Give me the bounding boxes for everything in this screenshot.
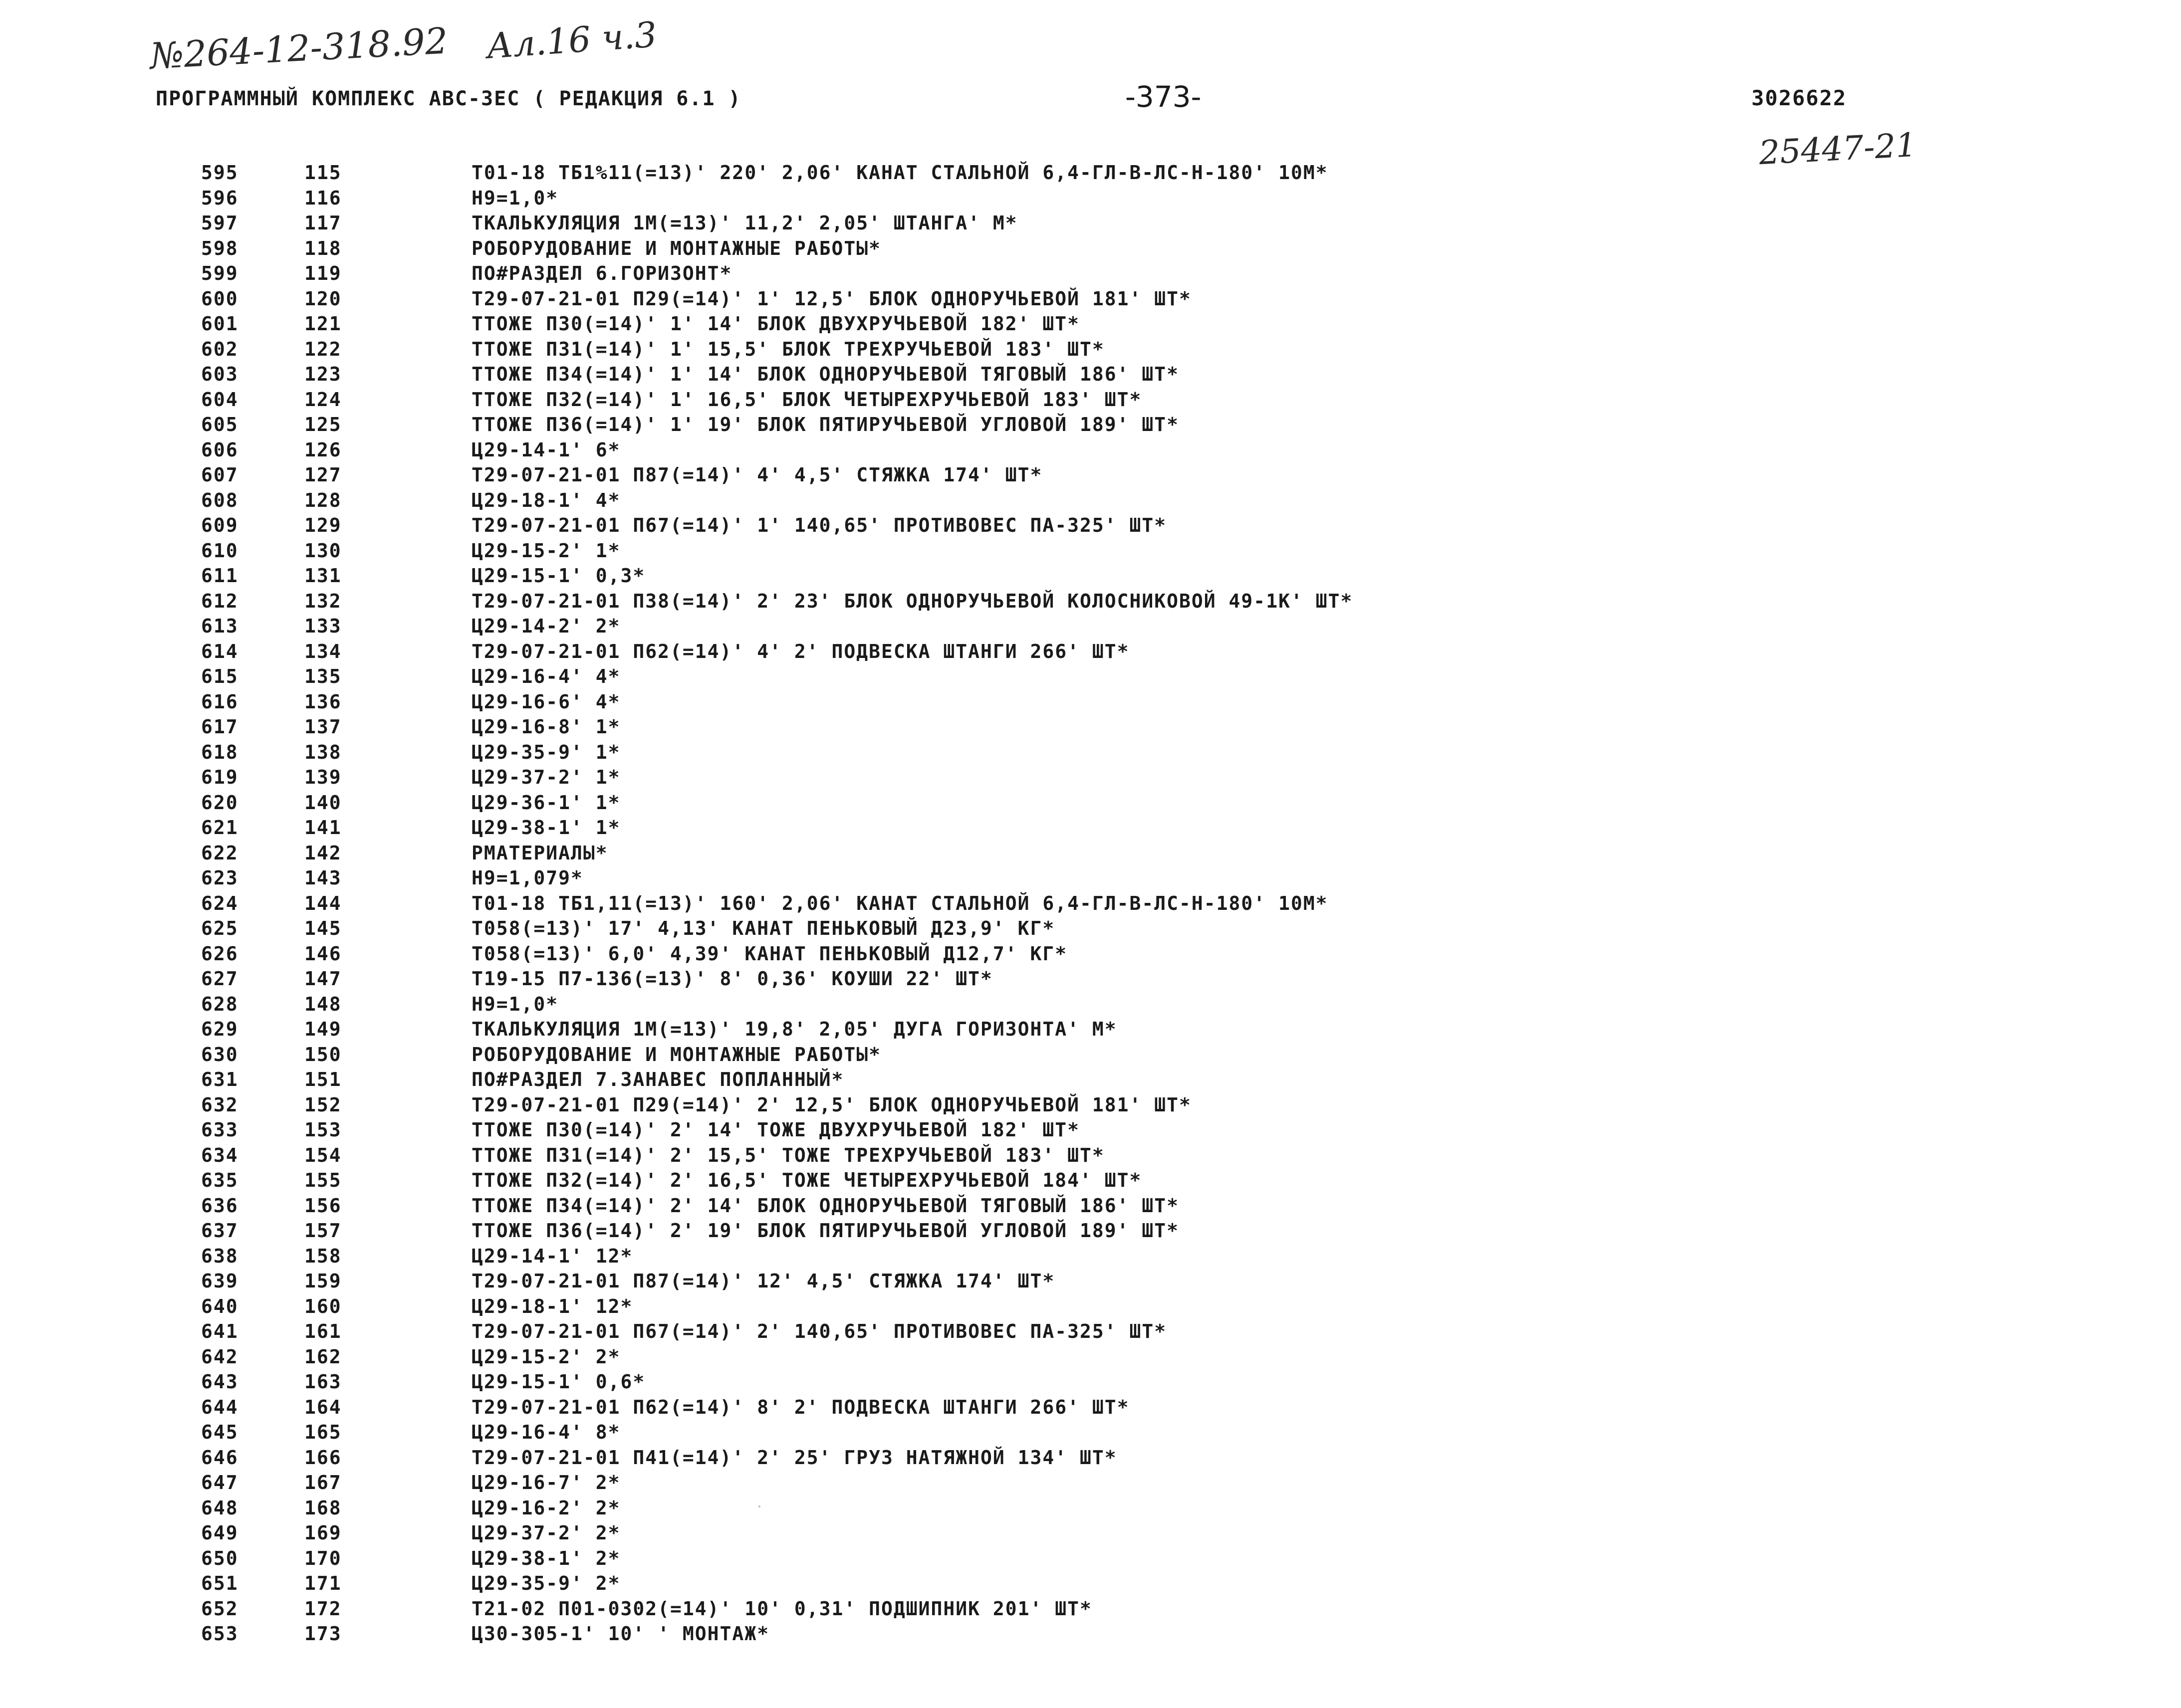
statement-text: Т29-07-21-01 П29(=14)' 2' 12,5' БЛОК ОДНОРУЧЬЕВОЙ 181' ШТ* <box>472 1093 1192 1116</box>
line-number: 628 <box>201 993 239 1015</box>
handwritten-sheet-note: Ал.16 ч.3 <box>485 14 658 67</box>
statement-text: Ц29-16-8' 1* <box>472 716 621 738</box>
statement-number: 170 <box>304 1547 342 1569</box>
statement-number: 164 <box>304 1396 342 1418</box>
line-number: 607 <box>201 464 239 486</box>
statement-number: 137 <box>304 716 342 738</box>
statement-number: 133 <box>304 615 342 637</box>
statement-text: ТТОЖЕ П34(=14)' 2' 14' БЛОК ОДНОРУЧЬЕВОЙ ТЯГОВЫЙ 186' ШТ* <box>472 1194 1180 1217</box>
statement-number: 142 <box>304 842 342 864</box>
statement-text: Ц29-38-1' 1* <box>472 817 621 839</box>
statement-text: Т29-07-21-01 П87(=14)' 4' 4,5' СТЯЖКА 174' ШТ* <box>472 464 1043 486</box>
line-number: 623 <box>201 867 239 889</box>
statement-number: 140 <box>304 791 342 814</box>
listing-line <box>0 1446 2181 1471</box>
line-number: 614 <box>201 640 239 662</box>
statement-number: 152 <box>304 1093 342 1116</box>
statement-text: ТТОЖЕ П34(=14)' 1' 14' БЛОК ОДНОРУЧЬЕВОЙ ТЯГОВЫЙ 186' ШТ* <box>472 363 1180 385</box>
statement-text: Т29-07-21-01 П62(=14)' 4' 2' ПОДВЕСКА ШТАНГИ 266' ШТ* <box>472 640 1130 662</box>
statement-text: Ц29-18-1' 4* <box>472 489 621 511</box>
statement-text: Т01-18 ТБ1%11(=13)' 220' 2,06' КАНАТ СТАЛЬНОЙ 6,4-ГЛ-В-ЛС-Н-180' 10М* <box>472 162 1328 184</box>
statement-number: 139 <box>304 766 342 788</box>
listing-line <box>0 211 2181 236</box>
listing-line <box>0 1496 2181 1521</box>
statement-text: Н9=1,0* <box>472 993 559 1015</box>
page-number: -373- <box>1125 80 1202 114</box>
line-number: 650 <box>201 1547 239 1569</box>
statement-number: 168 <box>304 1496 342 1519</box>
listing-line <box>0 891 2181 917</box>
statement-text: РОБОРУДОВАНИЕ И МОНТАЖНЫЕ РАБОТЫ* <box>472 1043 881 1066</box>
line-number: 622 <box>201 842 239 864</box>
statement-text: Ц29-16-7' 2* <box>472 1472 621 1494</box>
statement-number: 157 <box>304 1220 342 1242</box>
statement-text: Т29-07-21-01 П29(=14)' 1' 12,5' БЛОК ОДНОРУЧЬЕВОЙ 181' ШТ* <box>472 287 1192 310</box>
listing-line <box>0 640 2181 665</box>
listing-lines <box>0 161 2181 1647</box>
statement-number: 141 <box>304 817 342 839</box>
statement-number: 123 <box>304 363 342 385</box>
statement-number: 115 <box>304 162 342 184</box>
listing-line <box>0 841 2181 866</box>
line-number: 636 <box>201 1194 239 1217</box>
line-number: 629 <box>201 1018 239 1040</box>
statement-text: Ц29-15-2' 1* <box>472 539 621 562</box>
statement-text: Ц29-15-1' 0,6* <box>472 1371 646 1393</box>
line-number: 649 <box>201 1522 239 1544</box>
statement-number: 166 <box>304 1446 342 1469</box>
statement-number: 169 <box>304 1522 342 1544</box>
listing-line <box>0 564 2181 589</box>
statement-number: 119 <box>304 262 342 284</box>
line-number: 604 <box>201 388 239 411</box>
statement-number: 158 <box>304 1245 342 1267</box>
statement-number: 132 <box>304 590 342 612</box>
line-number: 627 <box>201 968 239 990</box>
listing-line <box>0 388 2181 413</box>
statement-number: 150 <box>304 1043 342 1066</box>
listing-line <box>0 1143 2181 1169</box>
statement-text: ПО#РАЗДЕЛ 6.ГОРИЗОНТ* <box>472 262 732 284</box>
statement-number: 117 <box>304 212 342 234</box>
listing-line <box>0 1597 2181 1622</box>
listing-line <box>0 1294 2181 1320</box>
line-number: 638 <box>201 1245 239 1267</box>
listing-line <box>0 1370 2181 1395</box>
listing-line <box>0 791 2181 816</box>
line-number: 616 <box>201 690 239 713</box>
line-number: 630 <box>201 1043 239 1066</box>
statement-number: 161 <box>304 1320 342 1342</box>
statement-number: 155 <box>304 1169 342 1191</box>
statement-number: 148 <box>304 993 342 1015</box>
line-number: 637 <box>201 1220 239 1242</box>
statement-text: Т19-15 П7-136(=13)' 8' 0,36' КОУШИ 22' ШТ* <box>472 968 993 990</box>
line-number: 599 <box>201 262 239 284</box>
handwritten-registration-number: №264-12-318.92 <box>149 19 449 77</box>
line-number: 606 <box>201 438 239 461</box>
listing-line <box>0 1194 2181 1219</box>
listing-line <box>0 816 2181 841</box>
listing-line <box>0 1622 2181 1647</box>
statement-text: Т058(=13)' 6,0' 4,39' КАНАТ ПЕНЬКОВЫЙ Д12,7' КГ* <box>472 942 1068 965</box>
statement-number: 116 <box>304 187 342 209</box>
listing-line <box>0 1043 2181 1068</box>
statement-text: Н9=1,0* <box>472 187 559 209</box>
statement-number: 138 <box>304 741 342 763</box>
statement-text: Ц30-305-1' 10' ' МОНТАЖ* <box>472 1623 770 1645</box>
statement-number: 130 <box>304 539 342 562</box>
statement-text: ТТОЖЕ П31(=14)' 1' 15,5' БЛОК ТРЕХРУЧЬЕВОЙ 183' ШТ* <box>472 338 1105 360</box>
line-number: 618 <box>201 741 239 763</box>
statement-text: Ц29-16-6' 4* <box>472 690 621 713</box>
statement-number: 126 <box>304 438 342 461</box>
statement-number: 156 <box>304 1194 342 1217</box>
listing-line <box>0 186 2181 212</box>
statement-text: Ц29-35-9' 2* <box>472 1572 621 1594</box>
line-number: 598 <box>201 237 239 259</box>
statement-text: Ц29-14-2' 2* <box>472 615 621 637</box>
line-number: 648 <box>201 1496 239 1519</box>
scan-speck <box>758 1505 760 1507</box>
statement-text: Ц29-15-2' 2* <box>472 1345 621 1368</box>
listing-line <box>0 261 2181 287</box>
listing-line <box>0 614 2181 640</box>
statement-text: ПО#РАЗДЕЛ 7.ЗАНАВЕС ПОПЛАННЫЙ* <box>472 1068 844 1090</box>
listing-line <box>0 992 2181 1018</box>
listing-line <box>0 664 2181 690</box>
listing-line <box>0 740 2181 766</box>
listing-line <box>0 463 2181 488</box>
statement-number: 120 <box>304 287 342 310</box>
listing-line <box>0 866 2181 891</box>
statement-text: Ц29-15-1' 0,3* <box>472 565 646 587</box>
statement-number: 171 <box>304 1572 342 1594</box>
line-number: 625 <box>201 917 239 939</box>
statement-text: Ц29-35-9' 1* <box>472 741 621 763</box>
line-number: 601 <box>201 313 239 335</box>
statement-text: Ц29-36-1' 1* <box>472 791 621 814</box>
listing-line <box>0 1471 2181 1496</box>
line-number: 621 <box>201 817 239 839</box>
listing-line <box>0 1017 2181 1043</box>
line-number: 608 <box>201 489 239 511</box>
statement-text: Т29-07-21-01 П41(=14)' 2' 25' ГРУЗ НАТЯЖНОЙ 134' ШТ* <box>472 1446 1117 1469</box>
listing-line <box>0 1068 2181 1093</box>
statement-number: 162 <box>304 1345 342 1368</box>
statement-number: 167 <box>304 1472 342 1494</box>
line-number: 647 <box>201 1472 239 1494</box>
line-number: 597 <box>201 212 239 234</box>
listing-line <box>0 513 2181 539</box>
statement-number: 124 <box>304 388 342 411</box>
statement-number: 159 <box>304 1270 342 1292</box>
line-number: 633 <box>201 1119 239 1141</box>
listing-line <box>0 916 2181 942</box>
statement-number: 136 <box>304 690 342 713</box>
line-number: 600 <box>201 287 239 310</box>
statement-text: ТТОЖЕ П32(=14)' 2' 16,5' ТОЖЕ ЧЕТЫРЕХРУЧЬЕВОЙ 184' ШТ* <box>472 1169 1142 1191</box>
statement-text: Т21-02 П01-0302(=14)' 10' 0,31' ПОДШИПНИК 201' ШТ* <box>472 1597 1092 1620</box>
listing-line <box>0 1219 2181 1244</box>
statement-number: 127 <box>304 464 342 486</box>
line-number: 651 <box>201 1572 239 1594</box>
listing-line <box>0 1319 2181 1345</box>
line-number: 605 <box>201 414 239 435</box>
listing-line <box>0 539 2181 564</box>
statement-text: Ц29-14-1' 6* <box>472 438 621 461</box>
listing-line <box>0 1168 2181 1194</box>
statement-number: 134 <box>304 640 342 662</box>
line-number: 613 <box>201 615 239 637</box>
statement-number: 128 <box>304 489 342 511</box>
statement-text: Ц29-38-1' 2* <box>472 1547 621 1569</box>
line-number: 620 <box>201 791 239 814</box>
line-number: 632 <box>201 1093 239 1116</box>
statement-text: Т29-07-21-01 П62(=14)' 8' 2' ПОДВЕСКА ШТАНГИ 266' ШТ* <box>472 1396 1130 1418</box>
line-number: 646 <box>201 1446 239 1469</box>
statement-number: 121 <box>304 313 342 335</box>
listing-line <box>0 1345 2181 1370</box>
line-number: 645 <box>201 1421 239 1443</box>
listing-line <box>0 1420 2181 1446</box>
listing-line <box>0 413 2181 438</box>
statement-text: Ц29-37-2' 2* <box>472 1522 621 1544</box>
line-number: 634 <box>201 1144 239 1166</box>
statement-text: ТТОЖЕ П31(=14)' 2' 15,5' ТОЖЕ ТРЕХРУЧЬЕВОЙ 183' ШТ* <box>472 1144 1105 1166</box>
statement-text: Ц29-16-2' 2* <box>472 1496 621 1519</box>
line-number: 631 <box>201 1068 239 1090</box>
listing-line <box>0 690 2181 715</box>
line-number: 624 <box>201 892 239 914</box>
statement-number: 125 <box>304 414 342 435</box>
listing-line <box>0 1571 2181 1597</box>
listing-line <box>0 1093 2181 1118</box>
line-number: 626 <box>201 942 239 965</box>
statement-text: ТКАЛЬКУЛЯЦИЯ 1М(=13)' 11,2' 2,05' ШТАНГА' М* <box>472 212 1018 234</box>
statement-number: 146 <box>304 942 342 965</box>
statement-text: Ц29-14-1' 12* <box>472 1245 633 1267</box>
listing-line <box>0 161 2181 186</box>
statement-number: 173 <box>304 1623 342 1645</box>
statement-text: Т29-07-21-01 П67(=14)' 1' 140,65' ПРОТИВОВЕС ПА-325' ШТ* <box>472 514 1167 536</box>
statement-number: 154 <box>304 1144 342 1166</box>
statement-text: Т058(=13)' 17' 4,13' КАНАТ ПЕНЬКОВЫЙ Д23,9' КГ* <box>472 917 1055 939</box>
line-number: 635 <box>201 1169 239 1191</box>
line-number: 602 <box>201 338 239 360</box>
listing-line <box>0 1269 2181 1294</box>
statement-text: Т29-07-21-01 П67(=14)' 2' 140,65' ПРОТИВОВЕС ПА-325' ШТ* <box>472 1320 1167 1342</box>
listing-line <box>0 765 2181 791</box>
listing-line <box>0 236 2181 262</box>
line-number: 595 <box>201 162 239 184</box>
line-number: 653 <box>201 1623 239 1645</box>
statement-number: 172 <box>304 1597 342 1620</box>
line-number: 596 <box>201 187 239 209</box>
line-number: 611 <box>201 565 239 587</box>
statement-number: 151 <box>304 1068 342 1090</box>
listing-line <box>0 1395 2181 1421</box>
listing-line <box>0 715 2181 740</box>
statement-number: 149 <box>304 1018 342 1040</box>
statement-text: Н9=1,079* <box>472 867 583 889</box>
line-number: 640 <box>201 1295 239 1317</box>
listing-line <box>0 287 2181 312</box>
listing-line <box>0 1244 2181 1270</box>
listing-line <box>0 337 2181 363</box>
line-number: 603 <box>201 363 239 385</box>
line-number: 643 <box>201 1371 239 1393</box>
statement-number: 144 <box>304 892 342 914</box>
listing-line <box>0 1546 2181 1572</box>
statement-text: Т29-07-21-01 П38(=14)' 2' 23' БЛОК ОДНОРУЧЬЕВОЙ КОЛОСНИКОВОЙ 49-1К' ШТ* <box>472 590 1353 612</box>
statement-number: 160 <box>304 1295 342 1317</box>
line-number: 641 <box>201 1320 239 1342</box>
statement-text: ТКАЛЬКУЛЯЦИЯ 1М(=13)' 19,8' 2,05' ДУГА ГОРИЗОНТА' М* <box>472 1018 1117 1040</box>
line-number: 619 <box>201 766 239 788</box>
statement-text: Ц29-16-4' 8* <box>472 1421 621 1443</box>
listing-line <box>0 1521 2181 1546</box>
handwritten-document-number: 25447-21 <box>1758 125 1918 173</box>
listing-line <box>0 942 2181 967</box>
line-number: 612 <box>201 590 239 612</box>
statement-text: Т29-07-21-01 П87(=14)' 12' 4,5' СТЯЖКА 174' ШТ* <box>472 1270 1055 1292</box>
line-number: 644 <box>201 1396 239 1418</box>
listing-line <box>0 362 2181 388</box>
statement-text: ТТОЖЕ П32(=14)' 1' 16,5' БЛОК ЧЕТЫРЕХРУЧЬЕВОЙ 183' ШТ* <box>472 388 1142 411</box>
statement-text: РМАТЕРИАЛЫ* <box>472 842 608 864</box>
listing-line <box>0 438 2181 463</box>
statement-text: ТТОЖЕ П30(=14)' 1' 14' БЛОК ДВУХРУЧЬЕВОЙ 182' ШТ* <box>472 313 1080 335</box>
listing-line <box>0 1118 2181 1143</box>
statement-number: 165 <box>304 1421 342 1443</box>
statement-number: 129 <box>304 514 342 536</box>
statement-number: 143 <box>304 867 342 889</box>
line-number: 615 <box>201 665 239 687</box>
statement-text: ТТОЖЕ П36(=14)' 2' 19' БЛОК ПЯТИРУЧЬЕВОЙ УГЛОВОЙ 189' ШТ* <box>472 1220 1180 1242</box>
statement-number: 153 <box>304 1119 342 1141</box>
statement-number: 135 <box>304 665 342 687</box>
statement-number: 145 <box>304 917 342 939</box>
statement-number: 122 <box>304 338 342 360</box>
statement-number: 163 <box>304 1371 342 1393</box>
listing-line <box>0 967 2181 992</box>
listing-line <box>0 312 2181 337</box>
line-number: 610 <box>201 539 239 562</box>
statement-text: ТТОЖЕ П30(=14)' 2' 14' ТОЖЕ ДВУХРУЧЬЕВОЙ 182' ШТ* <box>472 1119 1080 1141</box>
listing-line <box>0 589 2181 615</box>
line-number: 642 <box>201 1345 239 1368</box>
statement-number: 131 <box>304 565 342 587</box>
program-header: ПРОГРАММНЫЙ КОМПЛЕКС АВС-3ЕС ( РЕДАКЦИЯ 6.1 ) <box>156 87 741 110</box>
statement-text: Ц29-16-4' 4* <box>472 665 621 687</box>
statement-number: 118 <box>304 237 342 259</box>
line-number: 617 <box>201 716 239 738</box>
statement-text: Ц29-18-1' 12* <box>472 1295 633 1317</box>
statement-number: 147 <box>304 968 342 990</box>
statement-text: Ц29-37-2' 1* <box>472 766 621 788</box>
listing-line <box>0 488 2181 514</box>
line-number: 639 <box>201 1270 239 1292</box>
document-code: 3026622 <box>1751 86 1847 110</box>
line-number: 609 <box>201 514 239 536</box>
statement-text: Т01-18 ТБ1,11(=13)' 160' 2,06' КАНАТ СТАЛЬНОЙ 6,4-ГЛ-В-ЛС-Н-180' 10М* <box>472 892 1328 914</box>
statement-text: ТТОЖЕ П36(=14)' 1' 19' БЛОК ПЯТИРУЧЬЕВОЙ УГЛОВОЙ 189' ШТ* <box>472 414 1180 435</box>
statement-text: РОБОРУДОВАНИЕ И МОНТАЖНЫЕ РАБОТЫ* <box>472 237 881 259</box>
line-number: 652 <box>201 1597 239 1620</box>
